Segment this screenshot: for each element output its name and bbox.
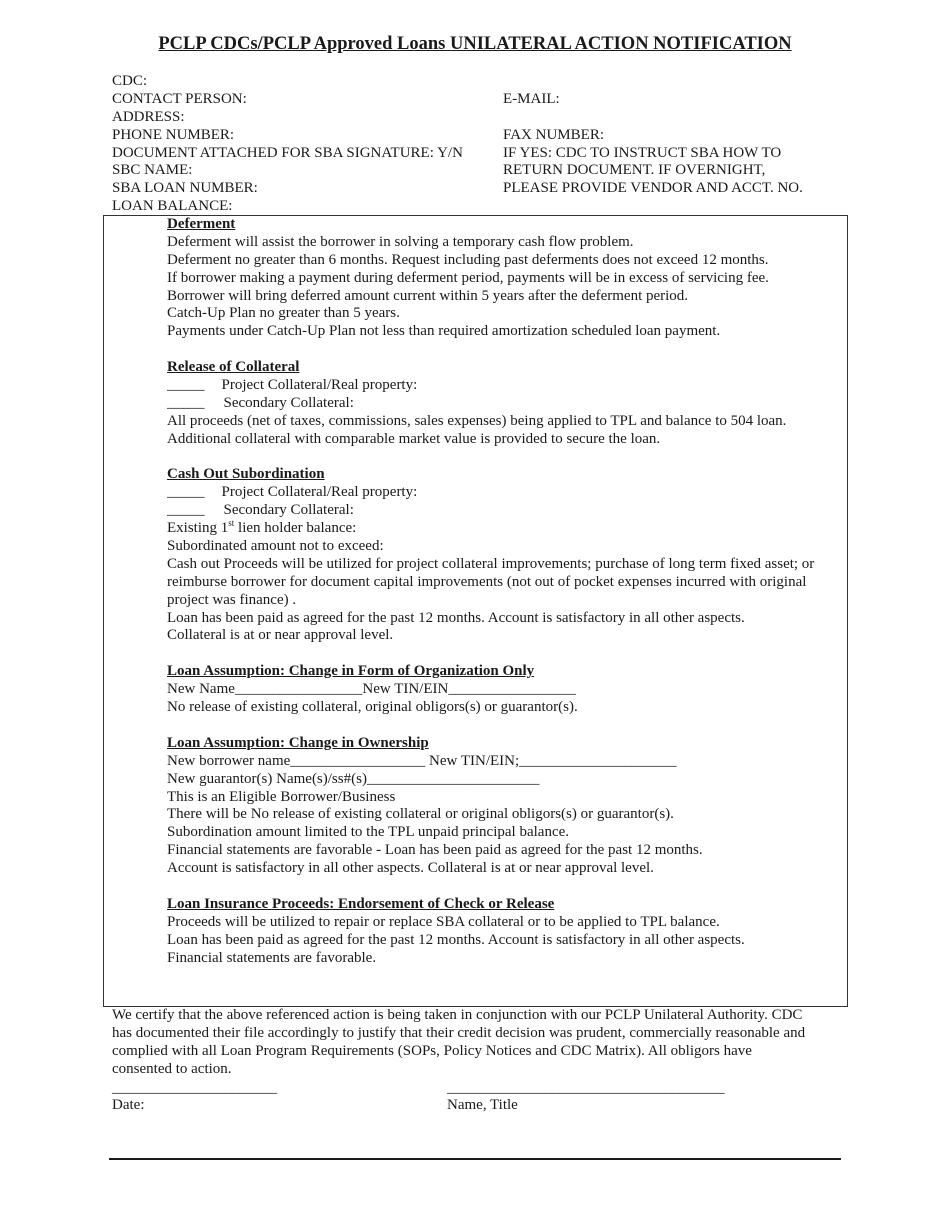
form-title: PCLP CDCs/PCLP Approved Loans UNILATERAL ACTION NOTIFICATION bbox=[158, 34, 792, 54]
header-row bbox=[112, 180, 852, 198]
certification-line: has documented their file accordingly to justify that their credit decision was prudent, commercially reasonable and bbox=[112, 1025, 806, 1041]
existing-lien-line bbox=[167, 520, 847, 538]
header-row bbox=[112, 73, 852, 91]
fax-number-label: FAX NUMBER: bbox=[503, 126, 604, 143]
loan-balance-label: LOAN BALANCE: bbox=[112, 198, 233, 215]
email-label: E-MAIL: bbox=[503, 90, 560, 107]
release-line: Additional collateral with comparable market value is provided to secure the loan. bbox=[167, 430, 661, 447]
certification-line: consented to action. bbox=[112, 1061, 232, 1077]
blank-line: _____ bbox=[167, 377, 205, 394]
assumption-form-heading: Loan Assumption: Change in Form of Organization Only bbox=[167, 663, 535, 680]
date-label: Date: bbox=[112, 1097, 145, 1113]
no-release-line: No release of existing collateral, original obligors(s) or guarantor(s). bbox=[167, 699, 578, 716]
insurance-heading: Loan Insurance Proceeds: Endorsement of Check or Release bbox=[167, 895, 555, 912]
actions-content bbox=[167, 216, 847, 967]
ownership-line: New guarantor(s) Name(s)/ss#(s)_______________________ bbox=[167, 770, 540, 787]
superscript-st: st bbox=[228, 518, 235, 529]
blank-line: _____ bbox=[167, 484, 205, 501]
date-signature-line: ______________________ bbox=[112, 1080, 277, 1096]
cashout-project-collateral bbox=[167, 484, 847, 502]
ownership-line: Financial statements are favorable - Loan has been paid as agreed for the past 12 months. bbox=[167, 842, 703, 859]
date-signature-block bbox=[112, 1080, 277, 1114]
item-label: Project Collateral/Real property: bbox=[221, 377, 418, 394]
certification-line: We certify that the above referenced action is being taken in conjunction with our PCLP Unilateral Authority. CDC bbox=[112, 1007, 803, 1023]
new-name-line: New Name_________________New TIN/EIN_________________ bbox=[167, 681, 576, 698]
deferment-line: Deferment will assist the borrower in solving a temporary cash flow problem. bbox=[167, 233, 634, 250]
cashout-proceeds-line: Cash out Proceeds will be utilized for project collateral improvements; purchase of long term fixed asset; or bbox=[167, 555, 815, 572]
ownership-line: New borrower name__________________ New TIN/EIN;_____________________ bbox=[167, 752, 677, 769]
item-label: Project Collateral/Real property: bbox=[221, 484, 418, 501]
insurance-line: Proceeds will be utilized to repair or replace SBA collateral or to be applied to TPL balance. bbox=[167, 913, 720, 930]
blank-line: _____ bbox=[167, 394, 205, 411]
phone-number-label: PHONE NUMBER: bbox=[112, 126, 235, 143]
release-heading: Release of Collateral bbox=[167, 359, 300, 376]
header-row bbox=[112, 162, 852, 180]
header-row bbox=[112, 145, 852, 163]
release-project-collateral bbox=[167, 377, 847, 395]
deferment-line: Deferment no greater than 6 months. Request including past deferments does not exceed 12 months. bbox=[167, 251, 769, 268]
ownership-line: Account is satisfactory in all other aspects. Collateral is at or near approval level. bbox=[167, 860, 654, 877]
contact-person-label: CONTACT PERSON: bbox=[112, 90, 247, 107]
deferment-line: If borrower making a payment during deferment period, payments will be in excess of servicing fee. bbox=[167, 269, 769, 286]
subordinated-amount-line: Subordinated amount not to exceed: bbox=[167, 538, 384, 555]
deferment-line: Payments under Catch-Up Plan not less than required amortization scheduled loan payment. bbox=[167, 323, 721, 340]
certification-line: complied with all Loan Program Requirements (SOPs, Policy Notices and CDC Matrix). All obligors have bbox=[112, 1043, 752, 1059]
header-row bbox=[112, 198, 852, 216]
header-row bbox=[112, 109, 852, 127]
item-label: Secondary Collateral: bbox=[223, 394, 354, 411]
header-row bbox=[112, 91, 852, 109]
insurance-line: Loan has been paid as agreed for the past 12 months. Account is satisfactory in all other aspects. bbox=[167, 931, 745, 948]
lien-holder-label: lien holder balance: bbox=[234, 520, 357, 537]
instruction-note-line1: IF YES: CDC TO INSTRUCT SBA HOW TO bbox=[503, 144, 782, 161]
header-row bbox=[112, 127, 852, 145]
cashout-proceeds-line: reimburse borrower for document capital improvements (not out of pocket expenses incurred with original bbox=[167, 573, 807, 590]
cashout-collateral-line: Collateral is at or near approval level. bbox=[167, 627, 394, 644]
ownership-line: This is an Eligible Borrower/Business bbox=[167, 788, 396, 805]
sbc-name-label: SBC NAME: bbox=[112, 162, 193, 179]
sba-loan-number-label: SBA LOAN NUMBER: bbox=[112, 180, 258, 197]
instruction-note-line3: PLEASE PROVIDE VENDOR AND ACCT. NO. bbox=[503, 180, 803, 197]
insurance-line: Financial statements are favorable. bbox=[167, 949, 377, 966]
name-signature-line: _____________________________________ bbox=[447, 1080, 725, 1096]
ownership-line: There will be No release of existing collateral or original obligors(s) or guarantor(s). bbox=[167, 806, 674, 823]
assumption-ownership-heading: Loan Assumption: Change in Ownership bbox=[167, 734, 429, 751]
instruction-note-line2: RETURN DOCUMENT. IF OVERNIGHT, bbox=[503, 162, 766, 179]
bottom-divider bbox=[109, 1158, 841, 1160]
blank-line: _____ bbox=[167, 502, 205, 519]
deferment-heading: Deferment bbox=[167, 216, 236, 232]
certification-statement bbox=[112, 1006, 842, 1078]
address-label: ADDRESS: bbox=[112, 108, 185, 125]
header-fields bbox=[112, 73, 852, 216]
cdc-label: CDC: bbox=[112, 73, 148, 89]
name-title-signature-block bbox=[447, 1080, 725, 1114]
existing-label: Existing 1 bbox=[167, 520, 229, 537]
cashout-secondary-collateral bbox=[167, 502, 847, 520]
release-secondary-collateral bbox=[167, 395, 847, 413]
release-line: All proceeds (net of taxes, commissions, sales expenses) being applied to TPL and balance to 504 loan. bbox=[167, 412, 787, 429]
name-title-label: Name, Title bbox=[447, 1097, 518, 1113]
cashout-heading: Cash Out Subordination bbox=[167, 466, 325, 483]
item-label: Secondary Collateral: bbox=[223, 502, 354, 519]
deferment-line: Catch-Up Plan no greater than 5 years. bbox=[167, 305, 400, 322]
cashout-paid-line: Loan has been paid as agreed for the past 12 months. Account is satisfactory in all other aspects. bbox=[167, 609, 745, 626]
document-attached-label: DOCUMENT ATTACHED FOR SBA SIGNATURE: Y/N bbox=[112, 144, 463, 161]
ownership-line: Subordination amount limited to the TPL unpaid principal balance. bbox=[167, 824, 570, 841]
deferment-line: Borrower will bring deferred amount current within 5 years after the deferment period. bbox=[167, 287, 689, 304]
cashout-proceeds-line: project was finance) . bbox=[167, 591, 297, 608]
